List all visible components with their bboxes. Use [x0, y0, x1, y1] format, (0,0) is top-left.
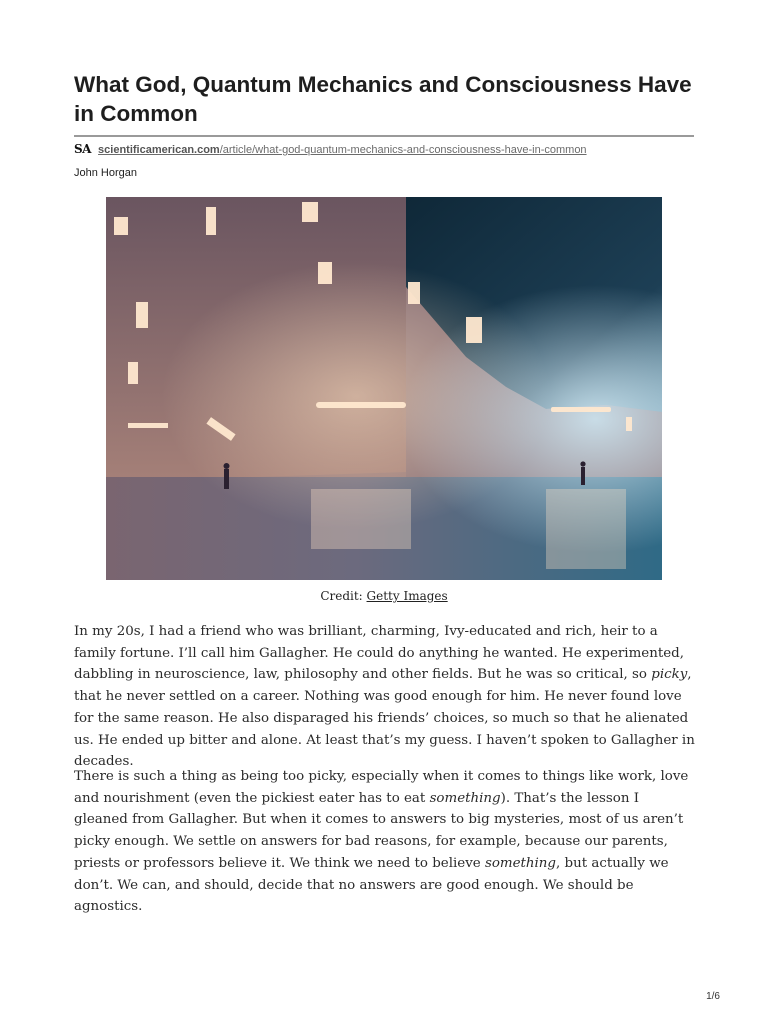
hero-image — [106, 197, 662, 580]
body-paragraph-2 — [74, 766, 696, 918]
scientific-american-logo: SA — [74, 142, 91, 156]
image-credit-label: Credit: — [320, 589, 367, 603]
source-url-link[interactable] — [98, 144, 587, 156]
emphasis-something: something — [484, 855, 556, 871]
body-paragraph-1 — [74, 621, 696, 773]
emphasis-something: something — [429, 790, 501, 806]
emphasis-picky: picky — [651, 667, 688, 683]
source-domain: scientificamerican.com — [98, 144, 220, 156]
title-divider — [74, 135, 694, 137]
page-number: 1/6 — [706, 991, 720, 1002]
paragraph-text: There is such a thing as being too picky, especially when it comes to things like work, love and nourishment (even the pickiest eater has to eat — [74, 769, 689, 806]
paragraph-text: ). That’s the lesson I gleaned from Gallagher. But when it comes to answers to big mysteries, most of us aren’t picky enough. We settle on answers for bad reasons, for example, because our parents, priests or professors believe it. We think we need to believe — [74, 790, 684, 871]
image-credit — [0, 587, 768, 605]
source-path: /article/what-god-quantum-mechanics-and-consciousness-have-in-common — [219, 144, 587, 156]
source-line — [74, 141, 587, 157]
article-title: What God, Quantum Mechanics and Consciousness Have in Common — [74, 72, 692, 126]
paragraph-text: In my 20s, I had a friend who was brilliant, charming, Ivy-educated and rich, heir to a family fortune. I’ll call him Gallagher. He could do anything he wanted. He experimented, dabbling in neuroscience, law, philosophy and other fields. But he was so critical, so — [74, 624, 684, 683]
paragraph-text: , but actually we don’t. We can, and should, decide that no answers are good enough. We should be agnostics. — [74, 855, 669, 915]
paragraph-text: , that he never settled on a career. Nothing was good enough for him. He never found love for the same reason. He also disparaged his friends’ choices, so much so that he alienated us. He ended up bitter and alone. At least that’s my guess. I haven’t spoken to Gallagher in decades. — [74, 667, 695, 770]
getty-images-link[interactable]: Getty Images — [366, 589, 448, 603]
author-name: John Horgan — [74, 167, 137, 179]
